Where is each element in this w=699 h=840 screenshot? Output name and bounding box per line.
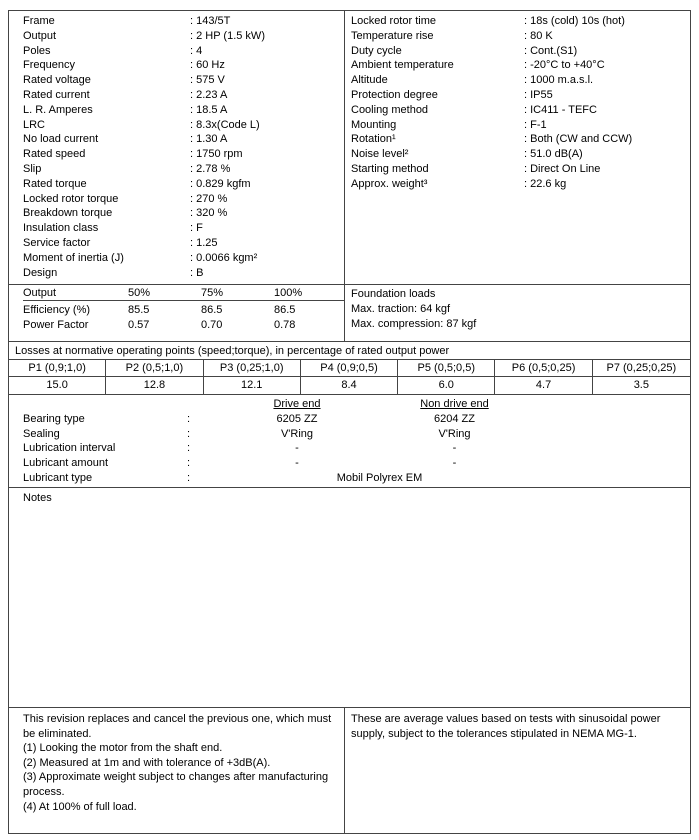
- spec-row: [23, 192, 344, 207]
- specifications-section: [9, 11, 690, 284]
- spec-row: [351, 14, 690, 29]
- bearings-header-row: [23, 397, 690, 412]
- spec-row: [23, 88, 344, 103]
- spec-label: L. R. Amperes: [23, 103, 93, 116]
- spec-row: [23, 73, 344, 88]
- spec-label: Ambient temperature: [351, 59, 454, 72]
- lubricant-type-value: Mobil Polyrex EM: [336, 471, 423, 484]
- non-drive-end-header: Non drive end: [420, 398, 489, 410]
- spec-value: : Both (CW and CCW): [524, 133, 633, 146]
- losses-p1-value: 15.0: [9, 377, 106, 394]
- specs-left-column: [9, 11, 345, 284]
- lubricant-amount-row: Lubricant amount : - -: [23, 456, 690, 471]
- spec-label: Design: [23, 266, 58, 279]
- spec-row: [351, 162, 690, 177]
- spec-value: : 22.6 kg: [524, 177, 567, 190]
- losses-p4-value: 8.4: [301, 377, 398, 394]
- footer-revision-notes: [9, 708, 345, 833]
- footer-note-4: (4) At 100% of full load.: [23, 800, 137, 813]
- spec-value: : 60 Hz: [190, 59, 225, 72]
- losses-section: [9, 341, 690, 394]
- efficiency-50: 85.5: [128, 304, 150, 316]
- spec-value: : F-1: [524, 118, 547, 131]
- spec-value: : F: [190, 222, 203, 235]
- load-75-header: 75%: [201, 287, 224, 299]
- foundation-loads-title: Foundation loads: [351, 288, 436, 300]
- spec-label: Altitude: [351, 74, 388, 87]
- spec-value: : 4: [190, 44, 203, 57]
- losses-p4-header: P4 (0,9;0,5): [301, 360, 398, 377]
- performance-header-row: [23, 285, 344, 301]
- spec-row: [351, 177, 690, 192]
- losses-header-row: [9, 360, 690, 377]
- tolerance-text: These are average values based on tests with sinusoidal power supply, subject to the tolerances stipulated in NEMA MG-1.: [351, 713, 661, 740]
- spec-label: Rotation¹: [351, 133, 396, 146]
- spec-row: [23, 118, 344, 133]
- lubricant-amount-non-drive: -: [452, 457, 457, 470]
- losses-title: Losses at normative operating points (speed;torque), in percentage of rated output power: [9, 342, 690, 360]
- notes-section: [9, 487, 690, 707]
- spec-label: Mounting: [351, 118, 397, 131]
- spec-row: [351, 88, 690, 103]
- spec-row: [351, 29, 690, 44]
- spec-label: Service factor: [23, 236, 91, 249]
- spec-value: : 1.30 A: [190, 133, 228, 146]
- spec-row: [351, 44, 690, 59]
- spec-row: [351, 58, 690, 73]
- spec-value: : Direct On Line: [524, 162, 601, 175]
- lubricant-type-row: Lubricant type : Mobil Polyrex EM: [23, 471, 690, 486]
- datasheet: [8, 10, 691, 834]
- spec-label: Breakdown torque: [23, 207, 113, 220]
- spec-label: Frequency: [23, 59, 75, 72]
- footer-note-3: (3) Approximate weight subject to changes after manufacturing process.: [23, 771, 329, 798]
- bearing-type-non-drive: 6204 ZZ: [434, 412, 475, 425]
- spec-label: Output: [23, 29, 57, 42]
- spec-row: [23, 58, 344, 73]
- spec-label: No load current: [23, 133, 99, 146]
- lubricant-type-label: Lubricant type: [23, 471, 93, 484]
- spec-row: [351, 103, 690, 118]
- spec-value: : 1.25: [190, 236, 218, 249]
- power-factor-100: 0.78: [274, 318, 296, 331]
- spec-label: Locked rotor torque: [23, 192, 119, 205]
- spec-label: Frame: [23, 15, 55, 27]
- spec-label: Slip: [23, 162, 42, 175]
- footer-tolerance-note: [345, 708, 690, 833]
- efficiency-100: 86.5: [274, 304, 296, 316]
- spec-value: : IP55: [524, 88, 553, 101]
- specs-right-column: [345, 11, 690, 284]
- foundation-loads: [345, 285, 690, 341]
- spec-label: Protection degree: [351, 88, 438, 101]
- spec-row: [23, 236, 344, 251]
- spec-row: [23, 177, 344, 192]
- losses-p2-header: P2 (0,5;1,0): [106, 360, 203, 377]
- spec-label: LRC: [23, 118, 46, 131]
- efficiency-row: [23, 303, 344, 318]
- sealing-non-drive: V'Ring: [438, 427, 471, 440]
- spec-value: : 8.3x(Code L): [190, 118, 260, 131]
- sealing-drive: V'Ring: [280, 427, 314, 440]
- max-compression-label: Max. compression: [351, 317, 441, 330]
- spec-value: : 80 K: [524, 29, 553, 42]
- spec-value: : 0.0066 kgm²: [190, 251, 258, 264]
- spec-row: [23, 206, 344, 221]
- max-traction-label: Max. traction: [351, 302, 414, 315]
- spec-value: : B: [190, 266, 204, 279]
- lubrication-interval-label: Lubrication interval: [23, 442, 116, 455]
- spec-row: [23, 147, 344, 162]
- losses-p6-value: 4.7: [495, 377, 592, 394]
- performance-rows: [23, 301, 344, 333]
- spec-value: : 143/5T: [190, 15, 231, 27]
- bearings-header-spacer: [23, 397, 187, 412]
- spec-row: [351, 132, 690, 147]
- losses-p1-header: P1 (0,9;1,0): [9, 360, 106, 377]
- footer-note-1: (1) Looking the motor from the shaft end.: [23, 742, 223, 755]
- spec-row: [351, 147, 690, 162]
- performance-table: [9, 285, 345, 341]
- losses-p2-value: 12.8: [106, 377, 203, 394]
- spec-label: Rated current: [23, 88, 90, 101]
- spec-row: [23, 132, 344, 147]
- sealing-row: Sealing : V'Ring V'Ring: [23, 427, 690, 442]
- load-100-header: 100%: [274, 287, 303, 299]
- spec-label: Rated torque: [23, 177, 87, 190]
- spec-row: [23, 266, 344, 281]
- spec-label: Rated voltage: [23, 74, 91, 87]
- spec-label: Starting method: [351, 162, 429, 175]
- spec-value: : -20°C to +40°C: [524, 59, 605, 72]
- bearings-section: [9, 394, 690, 487]
- spec-label: Moment of inertia (J): [23, 251, 124, 264]
- spec-value: : 575 V: [190, 74, 225, 87]
- spec-row: [351, 118, 690, 133]
- power-factor-label: Power Factor: [23, 318, 89, 331]
- spec-value: : 0.829 kgfm: [190, 177, 251, 190]
- losses-p7-header: P7 (0,25;0,25): [593, 360, 690, 377]
- spec-row: [23, 103, 344, 118]
- spec-row: [23, 221, 344, 236]
- footer-note: This revision replaces and cancel the previous one, which must be eliminated.: [23, 713, 332, 740]
- spec-value: : 2 HP (1.5 kW): [190, 29, 265, 42]
- spec-row: [23, 44, 344, 59]
- spec-value: : 1750 rpm: [190, 148, 243, 161]
- spec-value: : 2.78 %: [190, 162, 231, 175]
- spec-label: Locked rotor time: [351, 15, 436, 27]
- spec-value: : 18s (cold) 10s (hot): [524, 15, 625, 27]
- spec-row: [23, 14, 344, 29]
- lubrication-interval-row: Lubrication interval : - -: [23, 441, 690, 456]
- power-factor-row: [23, 318, 344, 333]
- spec-row: [351, 73, 690, 88]
- spec-label: Approx. weight³: [351, 177, 428, 190]
- power-factor-50: 0.57: [128, 318, 150, 331]
- losses-p3-header: P3 (0,25;1,0): [204, 360, 301, 377]
- spec-value: : IC411 - TEFC: [524, 103, 597, 116]
- max-traction-value: : 64 kgf: [413, 302, 451, 315]
- spec-label: Rated speed: [23, 148, 86, 161]
- spec-value: : 18.5 A: [190, 103, 228, 116]
- spec-value: : 1000 m.a.s.l.: [524, 74, 594, 87]
- spec-value: : 270 %: [190, 192, 228, 205]
- notes-title: Notes: [23, 492, 52, 504]
- efficiency-label: Efficiency (%): [23, 304, 91, 316]
- max-compression-value: : 87 kgf: [440, 317, 477, 330]
- spec-row: [23, 29, 344, 44]
- power-factor-75: 0.70: [201, 318, 223, 331]
- bearing-type-drive: 6205 ZZ: [276, 412, 318, 425]
- performance-section: [9, 284, 690, 341]
- spec-value: : Cont.(S1): [524, 44, 578, 57]
- spec-label: Poles: [23, 44, 51, 57]
- max-traction-row: [351, 302, 690, 317]
- sealing-label: Sealing: [23, 427, 60, 440]
- spec-value: : 320 %: [190, 207, 228, 220]
- losses-p5-value: 6.0: [398, 377, 495, 394]
- output-header: Output: [23, 287, 57, 299]
- spec-value: : 2.23 A: [190, 88, 228, 101]
- spec-label: Cooling method: [351, 103, 429, 116]
- spec-row: [23, 251, 344, 266]
- losses-value-row: [9, 377, 690, 394]
- spec-row: [23, 162, 344, 177]
- bearing-type-label: Bearing type: [23, 412, 85, 425]
- bearing-type-row: Bearing type : 6205 ZZ 6204 ZZ: [23, 412, 690, 427]
- losses-p3-value: 12.1: [204, 377, 301, 394]
- load-50-header: 50%: [128, 287, 151, 299]
- spec-label: Duty cycle: [351, 44, 402, 57]
- footer-section: [9, 707, 690, 833]
- spec-value: : 51.0 dB(A): [524, 148, 583, 161]
- drive-end-header: Drive end: [273, 398, 321, 410]
- max-compression-row: [351, 317, 690, 332]
- lubricant-amount-label: Lubricant amount: [23, 457, 108, 470]
- lubrication-interval-drive: -: [295, 442, 299, 455]
- footer-note-2: (2) Measured at 1m and with tolerance of +3dB(A).: [23, 756, 271, 769]
- lubrication-interval-non-drive: -: [452, 442, 457, 455]
- lubricant-amount-drive: -: [295, 457, 299, 470]
- spec-label: Temperature rise: [351, 29, 434, 42]
- losses-p6-header: P6 (0,5;0,25): [495, 360, 592, 377]
- spec-label: Noise level²: [351, 148, 409, 161]
- efficiency-75: 86.5: [201, 304, 223, 316]
- losses-p7-value: 3.5: [633, 379, 649, 391]
- spec-label: Insulation class: [23, 222, 99, 235]
- losses-p5-header: P5 (0,5;0,5): [398, 360, 495, 377]
